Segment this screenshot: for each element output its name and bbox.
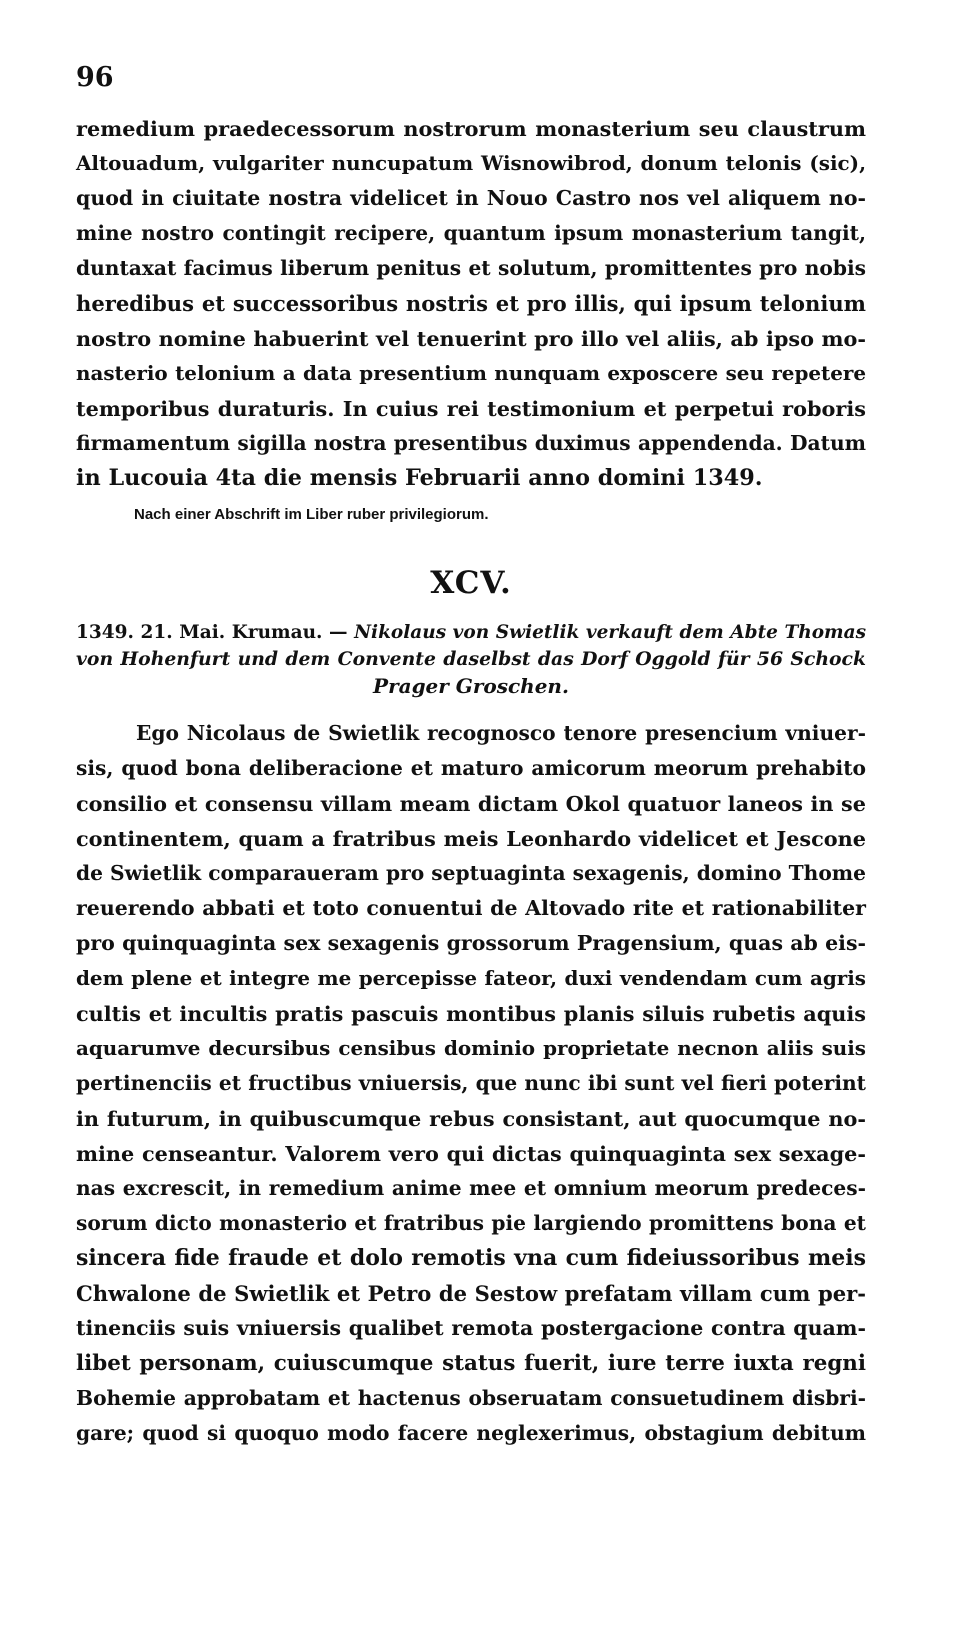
text-line: pro quinquaginta sex sexagenis grossorum Pragensium, quas ab eis-: [76, 931, 866, 955]
text-line: libet personam, cuiuscumque status fuerit, iure terre iuxta regni: [76, 1351, 866, 1376]
text-line: firmamentum sigilla nostra presentibus duximus appendenda. Datum: [76, 431, 866, 455]
text-line: dem plene et integre me percepisse fateor, duxi vendendam cum agris: [76, 966, 866, 990]
text-line: sincera fide fraude et dolo remotis vna cum fideiussoribus meis: [76, 1245, 866, 1271]
text-line: nostro nomine habuerint vel tenuerint pro illo vel aliis, ab ipso mo-: [76, 326, 866, 351]
regest-line-2: [76, 646, 866, 673]
text-line: aquarumve decursibus censibus dominio proprietate necnon aliis suis: [76, 1036, 866, 1060]
top-paragraph: [76, 111, 866, 496]
text-line: nasterio telonium a data presentium nunquam exposcere seu repetere: [76, 361, 866, 385]
text-line: duntaxat facimus liberum penitus et solutum, promittentes pro nobis: [76, 256, 866, 280]
text-line: tinenciis suis vniuersis qualibet remota postergacione contra quam-: [76, 1316, 866, 1340]
text-line: pertinenciis et fructibus vniuersis, que nunc ibi sunt vel fieri poterint: [76, 1071, 866, 1095]
regest: [76, 619, 866, 700]
book-page: [76, 62, 866, 1451]
regest-date-place: 1349. 21. Mai. Krumau. —: [76, 622, 348, 643]
regest-line-1: [76, 619, 866, 646]
source-note: Nach einer Abschrift im Liber ruber privilegiorum.: [134, 506, 489, 523]
regest-line-3: [76, 673, 866, 700]
text-line: Ego Nicolaus de Swietlik recognosco tenore presencium vniuer-: [136, 721, 866, 745]
text-line: temporibus duraturis. In cuius rei testimonium et perpetui roboris: [76, 396, 866, 421]
text-line: consilio et consensu villam meam dictam Okol quatuor laneos in se: [76, 791, 866, 816]
text-line: gare; quod si quoquo modo facere neglexerimus, obstagium debitum: [76, 1421, 866, 1445]
text-line: nas excrescit, in remedium anime mee et omnium meorum predeces-: [76, 1176, 866, 1200]
document-number: XCV.: [430, 565, 512, 601]
text-line: remedium praedecessorum nostrorum monasterium seu claustrum: [76, 116, 866, 141]
regest-summary-2: von Hohenfurt und dem Convente daselbst das Dorf Oggold für 56 Schock: [76, 648, 866, 670]
regest-summary-1: Nikolaus von Swietlik verkauft dem Abte Thomas: [354, 622, 867, 643]
text-line: sis, quod bona deliberacione et maturo amicorum meorum prehabito: [76, 756, 866, 780]
text-line: Bohemie approbatam et hactenus obseruatam consuetudinem disbri-: [76, 1386, 866, 1410]
page-number: 96: [76, 62, 114, 93]
text-line: quod in ciuitate nostra videlicet in Nouo Castro nos vel aliquem no-: [76, 186, 866, 210]
text-line: heredibus et successoribus nostris et pro illis, qui ipsum telonium: [76, 291, 866, 316]
text-line: de Swietlik comparaueram pro septuaginta sexagenis, domino Thome: [76, 861, 866, 885]
text-line: mine censeantur. Valorem vero qui dictas quinquaginta sex sexage-: [76, 1141, 866, 1166]
main-text: [76, 716, 866, 1451]
text-line: in Lucouia 4ta die mensis Februarii anno domini 1349.: [76, 465, 763, 491]
regest-summary-3: Prager Groschen.: [373, 674, 569, 698]
text-line: reuerendo abbati et toto conuentui de Altovado rite et rationabiliter: [76, 896, 866, 920]
text-line: continentem, quam a fratribus meis Leonhardo videlicet et Jescone: [76, 826, 866, 851]
text-line: cultis et incultis pratis pascuis montibus planis siluis rubetis aquis: [76, 1001, 866, 1026]
text-line: Altouadum, vulgariter nuncupatum Wisnowibrod, donum telonis (sic),: [76, 151, 866, 175]
text-line: sorum dicto monasterio et fratribus pie largiendo promittens bona et: [76, 1211, 866, 1235]
text-line: mine nostro contingit recipere, quantum ipsum monasterium tangit,: [76, 221, 866, 245]
text-line: Chwalone de Swietlik et Petro de Sestow prefatam villam cum per-: [76, 1281, 866, 1306]
text-line: in futurum, in quibuscumque rebus consistant, aut quocumque no-: [76, 1106, 866, 1131]
